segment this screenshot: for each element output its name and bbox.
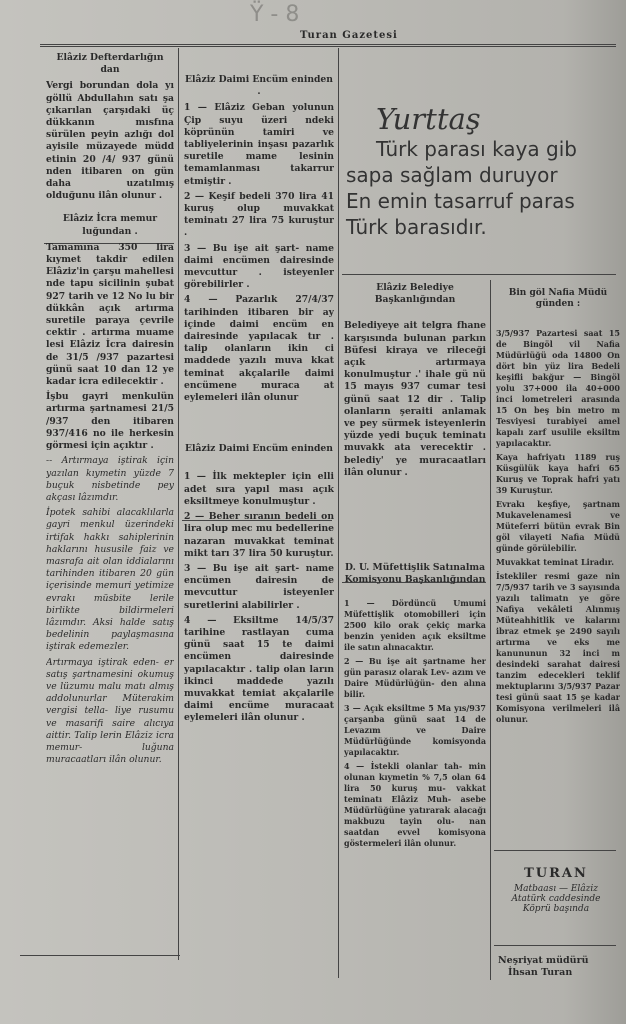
col4-para5: İstekliler resmi gaze nin 7/5/937 tarih ve 3 sayısında yazılı talimatn ye göre Nafiya vekâleti Alınmış Müteahhitlik ve kalarını ibraz etmek şe 2490 sayılı artırma ve eks me kanununun 32 inci m desindeki sarahat dairesi tanzim edecekleri teklif mektuplarını 3/5/937 Pazar tesi günü saat 15 şe kadar Komisyona verilmeleri ilâ olunur.: [496, 571, 620, 724]
col2-title2: Elâziz Daimi Encüm eninden: [185, 443, 333, 455]
yurttas-ad: [346, 92, 626, 272]
col1-ital3: Artırmaya iştirak eden- er satış şartnamesini okumuş ve lüzumu malu matı almış addolunurlar Müterakim vergisi tella- liye rusumu ve masarifi saire alıcıya aittir. Talip lerin Elâziz icra memur- luğuna muracaatları ilân olunur.: [46, 656, 174, 766]
col2-para7: 3 — Bu işe ait şart- name encümen dairesin de mevcuttur isteyenler suretlerini alabilirler .: [184, 562, 334, 611]
ad-line-4: Türk barasıdır.: [346, 215, 487, 239]
col-divider-3: [490, 280, 491, 980]
neshriyat-line-2: İhsan Turan: [508, 967, 573, 978]
col1-ital2: İpotek sahibi alacaklılarla gayri menkul üzerindeki irtifak hakkı sahiplerinin haklarını hususile faiz ve masrafa ait olan iddialarını tarihinden itibaren 20 gün içerisinde memuri yetimize evrakı müsbite lerile birlikte bildirmeleri lâzımdır. Aksi halde satış bedelinin paylaşmasına iştirak edemezler.: [46, 507, 174, 653]
neshriyat-line-1: Neşriyat müdürü: [498, 955, 589, 966]
col3-title: Elâziz Belediye Başkanlığından: [374, 282, 456, 306]
col4-para3: Evrakı keşfiye, şartnam Mukavelenamesi ve Müteferri bütün evrak Bin göl vilayeti Nafia Müdü günde görülebilir.: [496, 499, 620, 553]
col2-para8: 4 — Eksiltme 14/5/37 tarihine rastlayan cuma günü saat 15 te daimi encümen dairesinde yapılacaktır . talip olan ların ikinci maddede yazılı muvakkat temiat akçalarile daimi encüme muracaat eylemeleri ilân olunur .: [184, 614, 334, 724]
col4-para2: Kaya hafriyatı 1189 ruş Küsgülük kaya hafri 65 Kuruş ve Toprak hafri yatı 39 Kuruştur.: [496, 452, 620, 495]
col1-title2: Elâziz İcra memur luğundan .: [62, 213, 158, 237]
col4-rule: [494, 850, 616, 851]
col4-rule-2: [494, 945, 616, 946]
ad-line-1: Türk parası kaya gib: [376, 137, 577, 161]
ad-rule: [342, 274, 616, 275]
turan-line-3: Köprü başında: [522, 904, 590, 914]
col3-para3: 2 — Bu işe ait şartname her gün parasız olarak Lev- azım ve Daire Müdürlüğün- den alına bilir.: [344, 656, 486, 700]
column-1: [46, 52, 174, 952]
top-rule: [40, 44, 616, 45]
col4-title: Bin göl Nafia Müdü günden :: [508, 288, 608, 309]
col3-para2: 1 — Dördüncü Umumi Müfettişlik otomobilleri için 2500 kilo orak çekiç marka benzin yeniden açık eksiltme ile satın alınacaktır.: [344, 598, 486, 653]
col2-para2: 2 — Keşif bedeli 370 lira 41 kuruş olup muvakkat teminatı 27 lira 75 kuruştur .: [184, 190, 334, 239]
ad-line-3: En emin tasarruf paras: [346, 189, 575, 213]
turan-title: TURAN: [524, 866, 588, 881]
col2-title: Elâziz Daimi Encüm eninden .: [185, 74, 333, 98]
col1-title: Elâziz Defterdarlığın dan: [56, 52, 164, 76]
col1-para3: İşbu gayri menkulün artırma şartnamesi 21/5 /937 den itibaren 937/416 no ile herkesin görmesi için açıktır .: [46, 391, 174, 452]
page-header: Turan Gazetesi: [300, 30, 398, 41]
col3-title2: D. U. Müfettişlik Satınalma Komisyonu Başkanlığından: [344, 562, 486, 586]
col3-para: Belediyeye ait telgra fhane karşısında bulunan parkın Büfesi kiraya ve rileceği açık artırmaya konulmuştur .' ihale gü nü 15 mayıs 937 cumar tesi günü saat 12 dir . Talip olanların şeraiti anlamak ve pey sürmek isteyenlerin yüzde yedi buçuk teminatı muvakk ata verecektir . belediy' ye muracaatları ilân olunur .: [344, 320, 486, 478]
col2-para4: 4 — Pazarlık 27/4/37 tarihinden itibaren bir ay içinde daimi encüm en dairesinde yapılacak tır . talip olanların ikin ci maddede yazılı muva kkat teminat akçalarile daimi encümene muraca at eylemeleri ilân olunur: [184, 294, 334, 404]
col3-para4: 3 — Açık eksiltme 5 Ma yıs/937 çarşanba günü saat 14 de Levazım ve Daire Müdürlüğünde komisyonda yapılacaktır.: [344, 703, 486, 758]
ad-brand: Yurttaş: [376, 102, 481, 136]
col1-ital1: -- Artırmaya iştirak için yazılan kıymetin yüzde 7 buçuk nisbetinde pey akçası lâzımdır.: [46, 455, 174, 503]
neshriyat: [498, 955, 588, 979]
handwritten-stamp: Ÿ - 8: [250, 2, 300, 27]
col2-para6: 2 — Beher sıranın bedeli on lira olup mec mu bedellerine nazaran muvakkat teminat mikt tarı 37 lira 50 kuruştur.: [184, 511, 334, 559]
col1-para2: Tamamına 350 lira kıymet takdir edilen Elâziz'in çarşu mahellesi nde tapu sicilinin şubat 927 tarih ve 12 No lu bir dükkân açık artırma suretile paraya çevrile cektir . artırma muame lesi Elâziz İcra dairesin de 31/5 /937 pazartesi günü saat 10 dan 12 ye kadar icra edilecektir .: [46, 241, 174, 388]
turan-line-1: Matbaası — Elâziz: [513, 884, 599, 894]
column-2: [184, 74, 334, 954]
col2-para3: 3 — Bu işe ait şart- name daimi encümen dairesinde mevcuttur . isteyenler görebilirler .: [184, 242, 334, 291]
col1-para: Vergi borundan dola yı göllü Abdullahın satı şa çıkarılan çarşıdaki üç dükkanın mısfına sürülen peyin azlığı dol ayisile müzayede müdd etinin 20 /4/ 937 günü nden itibaren on gün daha uzatılmış olduğunu ilân olunur .: [46, 80, 174, 202]
col4-para4: Muvakkat teminat Liradır.: [496, 557, 614, 567]
col-divider-1: [178, 48, 179, 960]
col2-para: 1 — Elâziz Geban yolunun Çip suyu üzeri ndeki köprünün tamiri ve tabliyelerinin inşası pazarlık suretile mame lesinin temamlanması takarrur etmiştir .: [184, 102, 334, 187]
col4-para: 3/5/937 Pazartesi saat 15 de Bingöl vil Nafia Müdürlüğü oda 14800 On dört bin yüz lira Bedeli keşifli bakğur — Bingöl yolu 37+000 ila 40+000 inci lometreleri arasında 15 On beş bin metro m Tesviyesi turabiyei amel kapalı zarf usulile eksiltm yapılacaktır.: [496, 328, 620, 448]
col-divider-2: [338, 48, 339, 978]
ad-line-2: sapa sağlam duruyor: [346, 163, 558, 187]
turan-line-2: Atatürk caddesinde: [511, 894, 601, 904]
bottom-rule: [20, 955, 180, 956]
top-rule-2: [40, 46, 616, 47]
turan-box: [496, 866, 616, 914]
column-3: [344, 282, 486, 982]
column-4: [496, 288, 620, 848]
col3-para5: 4 — İstekli olanlar tah- min olunan kıymetin % 7,5 olan 64 lira 50 kuruş mu- vakkat teminatı Elâziz Muh- asebe Müdürlüğüne yatırarak alacağı makbuzu tayin olu- nan saatdan evvel komisyona göstermeleri ilân olunur.: [344, 761, 486, 849]
col2-para5: 1 — İlk mektepler için elli adet sıra yapıl ması açık eksiltmeye konulmuştur .: [184, 471, 334, 507]
